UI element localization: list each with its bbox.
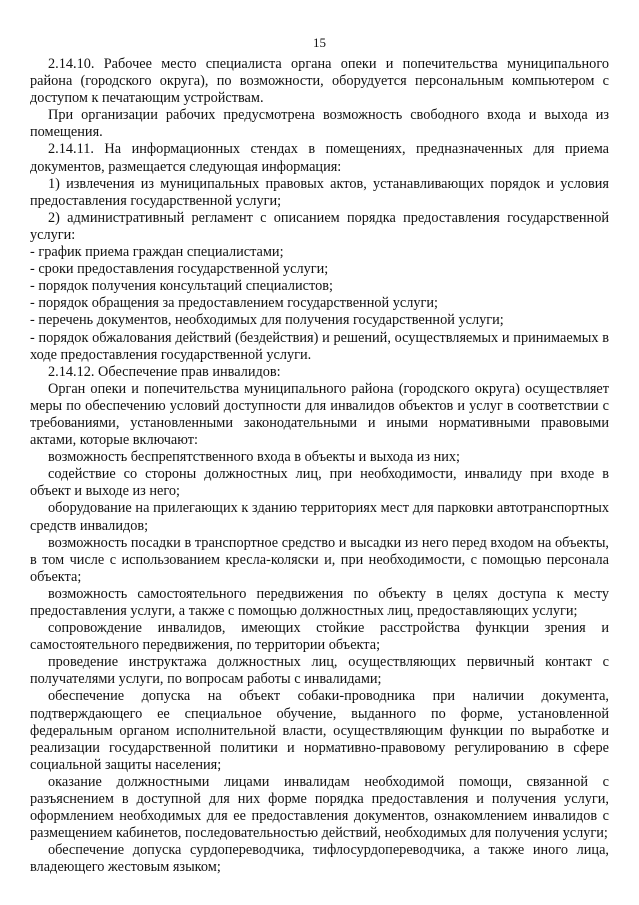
dash-item-consultations: - порядок получения консультаций специалистов;	[30, 278, 333, 295]
measure-guide-dog: обеспечение допуска на объект собаки-проводника при наличии документа, подтверждающего ее специальное обучение, выданного по форме, установленной федеральным органом исполнительной власти, осуществляющим функции по выработке и реализации государственной политики и нормативно-правовому регулированию в сфере социальной защиты населения;	[30, 688, 609, 773]
dash-item-deadlines: - сроки предоставления государственной услуги;	[30, 261, 329, 278]
paragraph-2-14-10: 2.14.10. Рабочее место специалиста органа опеки и попечительства муниципального района (городского округа), по возможности, оборудуется персональным компьютером с доступом к печатающим устройствам.	[30, 56, 609, 107]
measure-staff-assistance: оказание должностными лицами инвалидам необходимой помощи, связанной с разъяснением в доступной для них форме порядка предоставления и получения услуги, оформлением необходимых для ее предоставления документов, ознакомлением инвалидов с размещением кабинетов, последовательностью действий, необходимых для получения услуги;	[30, 773, 609, 842]
measure-escort: сопровождение инвалидов, имеющих стойкие расстройства функции зрения и самостоятельного передвижения, по территории объекта;	[30, 620, 609, 654]
paragraph-2-14-11: 2.14.11. На информационных стендах в помещениях, предназначенных для приема документов, размещается следующая информация:	[30, 141, 609, 175]
list-item-2: 2) административный регламент с описанием порядка предоставления государственной услуги:	[30, 209, 609, 243]
dash-item-schedule: - график приема граждан специалистами;	[30, 244, 284, 261]
list-item-1: 1) извлечения из муниципальных правовых актов, устанавливающих порядок и условия предоставления государственной услуги;	[30, 175, 609, 209]
measure-staff-briefing: проведение инструктажа должностных лиц, осуществляющих первичный контакт с получателями услуги, по вопросам работы с инвалидами;	[30, 654, 609, 688]
measure-free-entry: возможность беспрепятственного входа в объекты и выхода из них;	[48, 449, 461, 466]
measure-independent-movement: возможность самостоятельного передвижения по объекту в целях доступа к месту предоставления услуги, а также с помощью должностных лиц, предоставляющих услуги;	[30, 585, 609, 619]
measure-parking: оборудование на прилегающих к зданию территориях мест для парковки автотранспортных средств инвалидов;	[30, 500, 609, 534]
measure-transport-boarding: возможность посадки в транспортное средство и высадки из него перед входом на объекты, в том числе с использованием кресла-коляски и, при необходимости, с помощью персонала объекта;	[30, 534, 609, 585]
dash-item-document-list: - перечень документов, необходимых для получения государственной услуги;	[30, 312, 504, 329]
paragraph-2-14-12: 2.14.12. Обеспечение прав инвалидов:	[48, 363, 281, 380]
measure-sign-interpreter: обеспечение допуска сурдопереводчика, тифлосурдопереводчика, а также иного лица, владеющего жестовым языком;	[30, 842, 609, 876]
measure-entry-assistance: содействие со стороны должностных лиц, при необходимости, инвалиду при входе в объект и выходе из него;	[30, 466, 609, 500]
dash-item-appeal-procedure: - порядок обжалования действий (бездействия) и решений, осуществляемых и принимаемых в ходе предоставления государственной услуги.	[30, 329, 609, 363]
paragraph-accessibility-measures: Орган опеки и попечительства муниципального района (городского округа) осуществляет меры по обеспечению условий доступности для инвалидов объектов и услуг в соответствии с требованиями, установленными законодательными и иными нормативными правовыми актами, которые включают:	[30, 380, 609, 449]
paragraph-workplace-access: При организации рабочих предусмотрена возможность свободного входа и выхода из помещения.	[30, 107, 609, 141]
page-number: 15	[313, 35, 326, 50]
dash-item-application-procedure: - порядок обращения за предоставлением государственной услуги;	[30, 295, 438, 312]
